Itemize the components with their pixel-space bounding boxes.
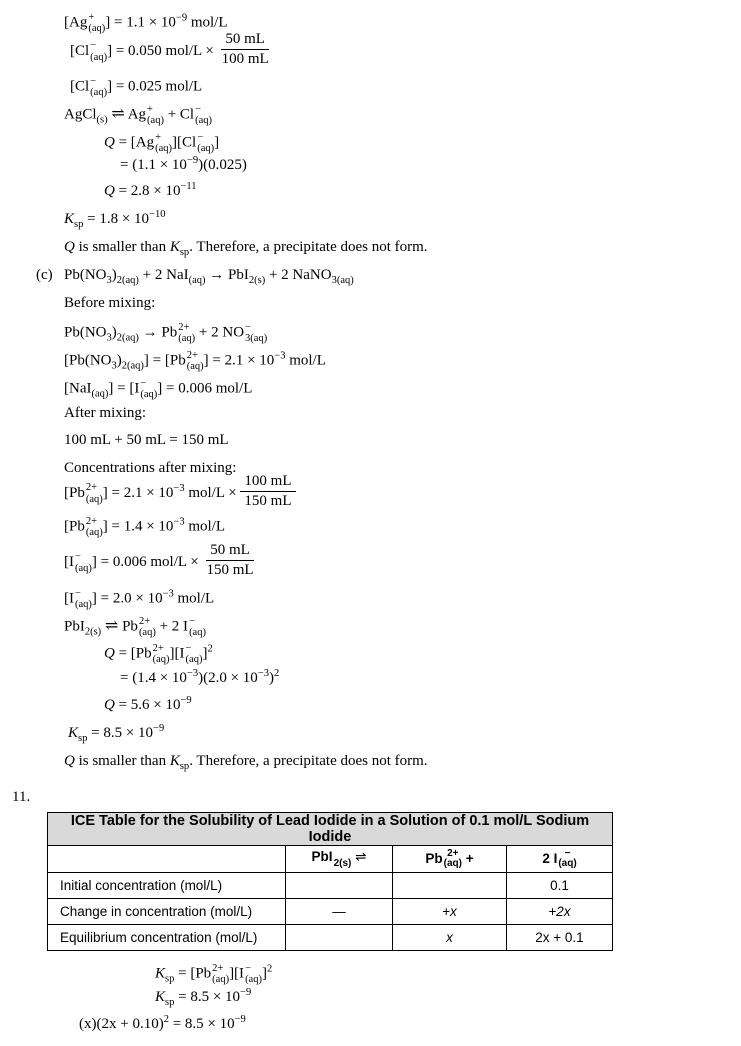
pb-concentration-calc: [Pb 2+ (aq) ] = $2.1 \times 10^{-3}$ mol/L × $\frac{100 mL}{150 mL}$: [64, 476, 296, 511]
ice-header-iodide: 2 I − (aq): [507, 846, 613, 873]
conclusion-c: Q is smaller than $K_{sp}$. Therefore, a precipitate does not form.: [64, 753, 428, 772]
before-mixing-label: Before mixing:: [64, 295, 156, 311]
ice-row-label: Equilibrium concentration (mol/L): [48, 925, 286, 951]
i-concentration-calc: [I − (aq) ] = 0.006 mol/L × $\frac{50 mL}{150 mL}$: [64, 542, 254, 578]
ice-cell: 2x + 0.1: [507, 925, 613, 951]
ice-cell: 0.1: [507, 873, 613, 899]
ice-cell: +2x: [507, 899, 613, 925]
part-c-label: (c): [36, 267, 53, 283]
cl-concentration-calc: [Cl − (aq) ] = 0.050 mol/L × $\frac{50 mL}{100 mL}$: [70, 31, 269, 67]
ksp-expression: $K_{sp} = [Pb$ 2+ (aq) ][I − (aq) ]$^2$: [155, 963, 273, 986]
after-mixing-label: After mixing:: [64, 405, 147, 421]
question-number: 11.: [12, 789, 31, 805]
q-expression-pbi2: Q = [Pb 2+ (aq) ][I − (aq) ]$^2$: [104, 643, 213, 666]
ice-row-label: Initial concentration (mol/L): [48, 873, 286, 899]
part-c-reaction: $Pb(NO_3)_{2(aq)} + 2$ NaI$_{(aq)}$ → PbI$_{2(s)}$ + 2 NaNO$_{3(aq)}$: [64, 267, 354, 286]
q-expression-agcl: Q = [Ag + (aq) ][Cl − (aq) ]: [104, 132, 220, 155]
pbno3-dissociation: $Pb(NO_3)_{2(aq)} \to Pb$ 2+ (aq) + 2 NO − 3(aq): [64, 322, 268, 345]
ksp-pbi2: $K_{sp} = 8.5 \times 10^{-9}$: [68, 723, 165, 744]
ice-cell: x: [393, 925, 507, 951]
ag-concentration: [Ag + (aq) ] = $1.1 \times 10^{-9}$ mol/L: [64, 12, 228, 35]
ice-row-label: Change in concentration (mol/L): [48, 899, 286, 925]
ice-table-title: ICE Table for the Solubility of Lead Iodide in a Solution of 0.1 mol/L Sodium Iodide: [48, 813, 613, 846]
cl-concentration-result: [Cl − (aq) ] = 0.025 mol/L: [70, 76, 203, 99]
ice-header-pb: Pb 2+ (aq) +: [393, 846, 507, 873]
ice-row-equilibrium: [48, 925, 613, 951]
ice-cell: —: [286, 899, 393, 925]
ice-cell: +x: [393, 899, 507, 925]
i-concentration-result: [I − (aq) ] = $2.0 \times 10^{-3}$ mol/L: [64, 588, 215, 611]
final-equation: $(x)(2x + 0.10)^2 = 8.5 \times 10^{-9}$: [79, 1014, 246, 1032]
q-substitution-pbi2: = $(1.4 \times 10^{-3})(2.0 \times 10^{-3})^2$: [120, 668, 280, 686]
nai-concentration: [NaI$_{(aq)}$] = [I − (aq) ] = 0.006 mol/L: [64, 378, 253, 401]
ice-cell: [286, 873, 393, 899]
ice-header-blank: [48, 846, 286, 873]
conclusion-b: Q is smaller than $K_{sp}$. Therefore, a precipitate does not form.: [64, 239, 428, 258]
ice-cell: [286, 925, 393, 951]
pbno3-concentration: $[Pb(NO_3)_{2(aq)}] = [Pb$ 2+ (aq) ] = $2.1 \times 10^{-3}$ mol/L: [64, 350, 326, 373]
ice-table: [47, 812, 613, 951]
ksp-value: $K_{sp} = 8.5 \times 10^{-9}$: [155, 987, 252, 1008]
q-result-pbi2: $Q = 5.6 \times 10^{-9}$: [104, 695, 192, 713]
ksp-agcl: $K_{sp} = 1.8 \times 10^{-10}$: [64, 209, 166, 230]
concentrations-after-label: Concentrations after mixing:: [64, 460, 237, 476]
ice-cell: [393, 873, 507, 899]
ice-row-change: [48, 899, 613, 925]
q-result-agcl: $Q = 2.8 \times 10^{-11}$: [104, 181, 197, 199]
ice-row-initial: [48, 873, 613, 899]
pbi2-equilibrium: PbI$_{2(s)}$ ⇌ Pb 2+ (aq) + 2 I − (aq): [64, 616, 206, 639]
q-substitution-agcl: = $(1.1 \times 10^{-9})(0.025)$: [120, 155, 247, 173]
agcl-dissociation: AgCl$_{(s)}$ ⇌ Ag + (aq) + Cl − (aq): [64, 104, 212, 127]
ice-header-pbi2: PbI2(s) ⇌: [286, 846, 393, 873]
total-volume: 100 mL + 50 mL = 150 mL: [64, 432, 229, 448]
pb-concentration-result: [Pb 2+ (aq) ] = $1.4 \times 10^{-3}$ mol/L: [64, 516, 226, 539]
